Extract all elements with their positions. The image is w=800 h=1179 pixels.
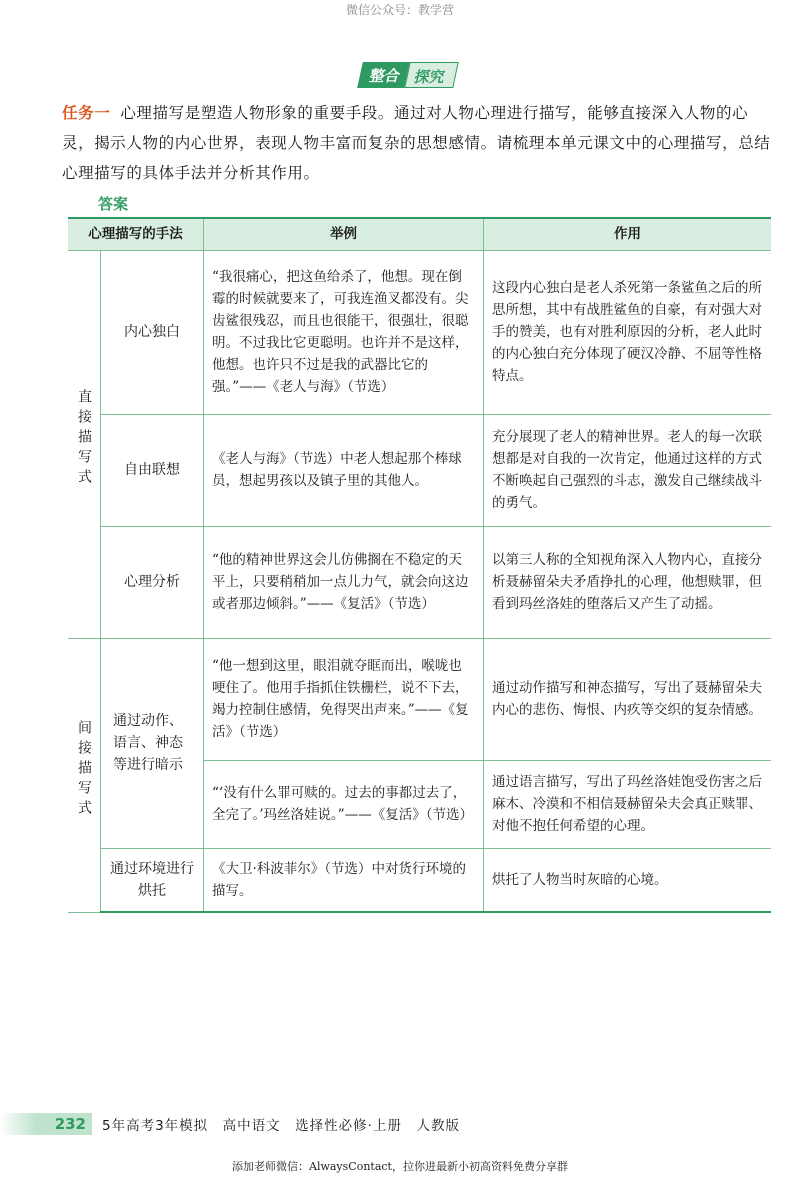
example-cell: “我很痛心，把这鱼给杀了，他想。现在倒霉的时候就要来了，可我连渔叉都没有。尖齿鲨很残忍，而且也很能干，很强壮，很聪明。不过我比它更聪明。也许并不是这样，他想。也许只不过是我的武器比它的强。”——《老人与海》（节选） (204, 250, 484, 414)
example-cell: 《大卫·科波菲尔》（节选）中对货行环境的描写。 (204, 848, 484, 912)
badge-part2: 探究 (404, 62, 459, 88)
header-example: 举例 (204, 218, 484, 250)
task-text: 心理描写是塑造人物形象的重要手段。通过对人物心理进行描写，能够直接深入人物的心灵，揭示人物的内心世界，表现人物丰富而复杂的思想感情。请梳理本单元课文中的心理描写，总结心理描写的具体手法并分析其作用。 (62, 104, 771, 182)
table-row (68, 526, 771, 638)
effect-cell: 这段内心独白是老人杀死第一条鲨鱼之后的所思所想，其中有战胜鲨鱼的自豪，有对强大对手的赞美，也有对胜利原因的分析，老人此时的内心独白充分体现了硬汉冷静、不屈等性格特点。 (484, 250, 772, 414)
table-row (68, 250, 771, 414)
group-direct: 直接描写式 (68, 250, 101, 638)
effect-cell: 通过动作描写和神态描写，写出了聂赫留朵夫内心的悲伤、悔恨、内疚等交织的复杂情感。 (484, 638, 772, 760)
method-cell: 通过环境进行烘托 (101, 848, 204, 912)
effect-cell: 通过语言描写，写出了玛丝洛娃饱受伤害之后麻木、冷漠和不相信聂赫留朵夫会真正赎罪、对他不抱任何希望的心理。 (484, 760, 772, 848)
task-label: 任务一 (62, 104, 111, 122)
table-header-row (68, 218, 771, 250)
example-cell: “他一想到这里，眼泪就夺眶而出，喉咙也哽住了。他用手指抓住铁栅栏，说不下去，竭力控制住感情，免得哭出声来。”——《复活》（节选） (204, 638, 484, 760)
table-row (68, 414, 771, 526)
table-row (68, 638, 771, 760)
book-title: 5年高考3年模拟 高中语文 选择性必修·上册 人教版 (102, 1118, 460, 1134)
answer-label: 答案 (98, 195, 129, 213)
method-cell: 心理分析 (101, 526, 204, 638)
badge-part1: 整合 (357, 62, 410, 88)
header-effect: 作用 (484, 218, 772, 250)
header-method: 心理描写的手法 (68, 218, 204, 250)
effect-cell: 以第三人称的全知视角深入人物内心，直接分析聂赫留朵夫矛盾挣扎的心理，他想赎罪，但看到玛丝洛娃的堕落后又产生了动摇。 (484, 526, 772, 638)
group-indirect: 间接描写式 (68, 638, 101, 912)
top-watermark: 微信公众号：教学营 (345, 3, 454, 17)
page-footer (0, 1112, 800, 1136)
bottom-watermark: 添加老师微信：AlwaysContact，拉你进最新小初高资料免费分享群 (232, 1160, 568, 1173)
effect-cell: 充分展现了老人的精神世界。老人的每一次联想都是对自我的一次肯定，他通过这样的方式不断唤起自己强烈的斗志，激发自己继续战斗的勇气。 (484, 414, 772, 526)
section-badge (360, 62, 456, 88)
example-cell: 《老人与海》（节选）中老人想起那个棒球员，想起男孩以及镇子里的其他人。 (204, 414, 484, 526)
table-row (68, 848, 771, 912)
task-paragraph (62, 98, 772, 188)
method-cell: 内心独白 (101, 250, 204, 414)
method-cell: 自由联想 (101, 414, 204, 526)
example-cell: “‘没有什么罪可赎的。过去的事都过去了，全完了。’玛丝洛娃说。”——《复活》（节选） (204, 760, 484, 848)
psychology-description-table (68, 217, 771, 913)
page-number-band (0, 1113, 92, 1135)
page-number: 232 (54, 1115, 86, 1133)
example-cell: “他的精神世界这会儿仿佛搁在不稳定的天平上，只要稍稍加一点儿力气，就会向这边或者那边倾斜。”——《复活》（节选） (204, 526, 484, 638)
effect-cell: 烘托了人物当时灰暗的心境。 (484, 848, 772, 912)
method-cell: 通过动作、语言、神态等进行暗示 (101, 638, 204, 848)
